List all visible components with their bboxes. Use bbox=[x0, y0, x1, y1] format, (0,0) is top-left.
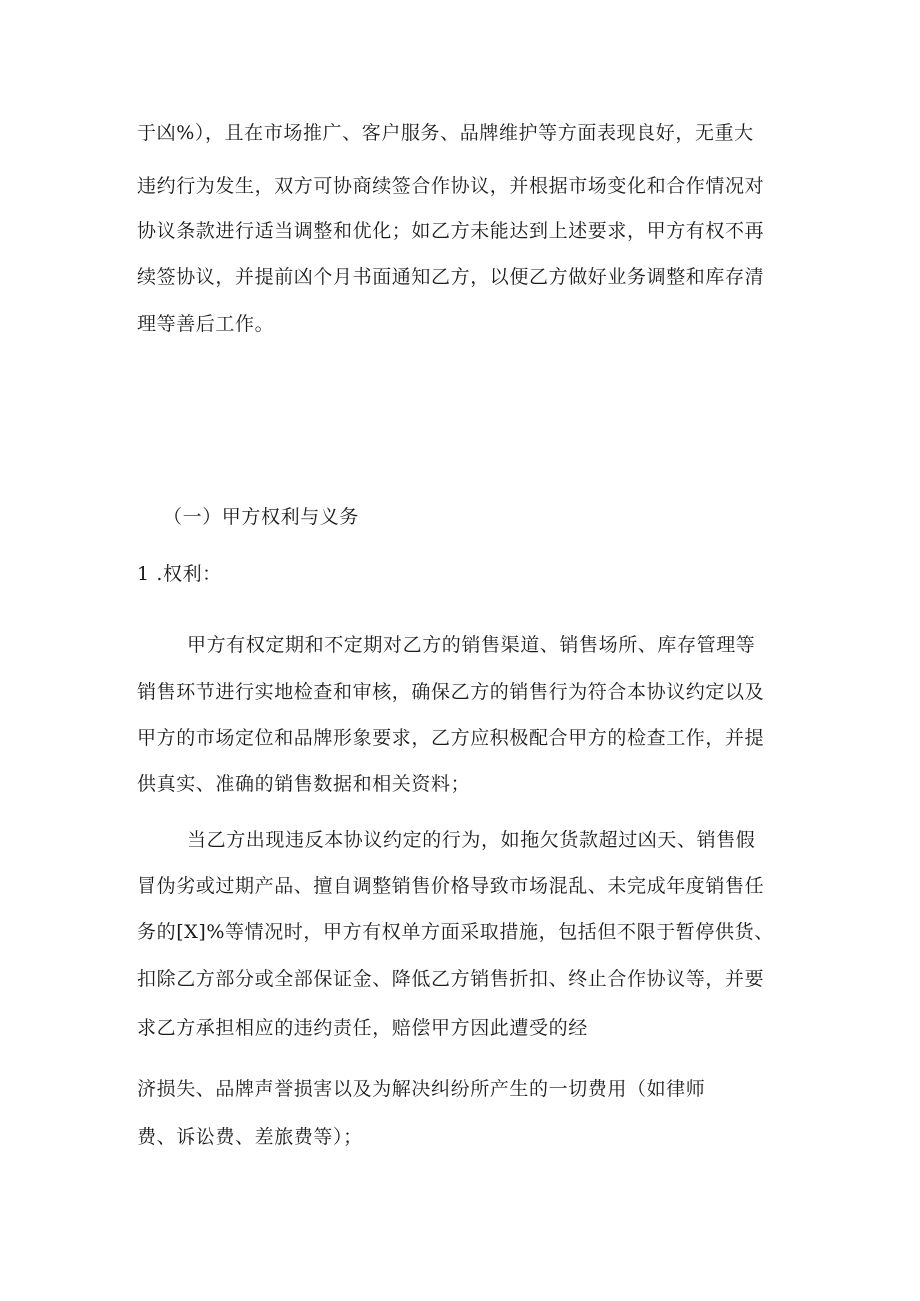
text-line: 续签协议，并提前凶个月书面通知乙方，以便乙方做好业务调整和库存清 bbox=[137, 266, 765, 288]
text-line: 理等善后工作。 bbox=[137, 313, 275, 335]
text-line: 冒伪劣或过期产品、擅自调整销售价格导致市场混乱、未完成年度销售任 bbox=[137, 875, 765, 897]
text-line: 甲方有权定期和不定期对乙方的销售渠道、销售场所、库存管理等 bbox=[187, 634, 756, 656]
text-line: 求乙方承担相应的违约责任，赔偿甲方因此遭受的经 bbox=[137, 1017, 588, 1039]
text-line: 当乙方出现违反本协议约定的行为，如拖欠货款超过凶天、销售假 bbox=[187, 829, 756, 851]
text-line: 协议条款进行适当调整和优化；如乙方未能达到上述要求，甲方有权不再 bbox=[137, 220, 765, 242]
text-line: 费、诉讼费、差旅费等）； bbox=[137, 1126, 363, 1148]
text-line: 济损失、品牌声誉损害以及为解决纠纷所产生的一切费用（如律师 bbox=[137, 1078, 706, 1100]
text-line: 于凶%），且在市场推广、客户服务、品牌维护等方面表现良好，无重大 bbox=[137, 122, 754, 144]
text-line: 扣除乙方部分或全部保证金、降低乙方销售折扣、终止合作协议等，并要 bbox=[137, 968, 765, 990]
text-line: 供真实、准确的销售数据和相关资料； bbox=[137, 773, 471, 795]
text-line: 甲方的市场定位和品牌形象要求，乙方应积极配合甲方的检查工作，并提 bbox=[137, 727, 765, 749]
subheading-rights: 1 .权利： bbox=[137, 563, 222, 585]
section-heading: （一）甲方权利与义务 bbox=[163, 506, 360, 528]
text-line: 务的[X]%等情况时，甲方有权单方面采取措施，包括但不限于暂停供货、 bbox=[137, 921, 774, 943]
text-line: 销售环节进行实地检查和审核，确保乙方的销售行为符合本协议约定以及 bbox=[137, 681, 765, 703]
text-line: 违约行为发生，双方可协商续签合作协议，并根据市场变化和合作情况对 bbox=[137, 175, 765, 197]
